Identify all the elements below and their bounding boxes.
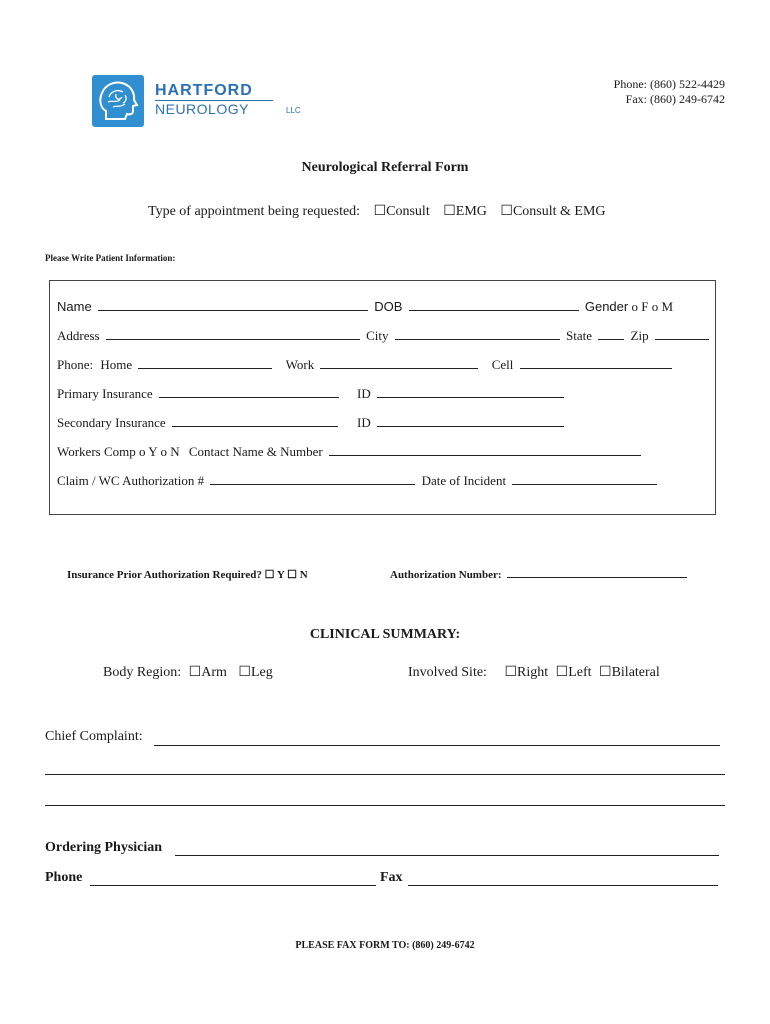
dob-field[interactable] [409, 299, 579, 311]
primary-id-row [357, 386, 564, 402]
prior-auth-no[interactable]: ☐ N [287, 569, 308, 581]
physician-phone-field[interactable] [90, 885, 376, 886]
secondary-id-row [357, 415, 564, 431]
logo-wordmark-line2: NEUROLOGY [155, 101, 249, 117]
city-label: City [366, 328, 389, 343]
chief-complaint-line-1[interactable] [154, 745, 720, 746]
header-phone: Phone: (860) 522-4429 [613, 77, 725, 91]
checkbox-consult[interactable]: ☐Consult [373, 204, 430, 219]
chief-complaint-line-2[interactable] [45, 774, 725, 775]
appointment-type-label: Type of appointment being requested: [148, 204, 361, 219]
physician-fax-field[interactable] [408, 885, 718, 886]
cell-label: Cell [491, 357, 514, 372]
incident-date-field[interactable] [512, 473, 657, 485]
primary-id-field[interactable] [377, 386, 564, 398]
ordering-physician-label: Ordering Physician [45, 840, 163, 855]
chief-complaint-line-3[interactable] [45, 805, 725, 806]
work-label: Work [285, 357, 315, 372]
claim-row [57, 473, 657, 489]
logo-wordmark-line1: HARTFORD [155, 82, 253, 99]
contact-field[interactable] [329, 444, 641, 456]
address-field[interactable] [106, 328, 360, 340]
city-field[interactable] [395, 328, 560, 340]
gender-label: Gender [584, 299, 629, 314]
workers-comp-label: Workers Comp [57, 444, 136, 459]
prior-auth-row [67, 568, 308, 581]
auth-number-label: Authorization Number: [390, 569, 502, 581]
workers-comp-no[interactable]: o N [160, 444, 180, 459]
secondary-insurance-row [57, 415, 338, 431]
contact-label: Contact Name & Number [188, 444, 323, 459]
appointment-type-row [148, 203, 606, 220]
involved-site-label: Involved Site: [408, 665, 487, 680]
gender-option-f[interactable]: o F [631, 299, 649, 314]
fax-instructions: PLEASE FAX FORM TO: (860) 249-6742 [295, 940, 475, 951]
prior-auth-question: Insurance Prior Authorization Required? [67, 569, 262, 581]
zip-label: Zip [630, 328, 649, 343]
gender-option-m[interactable]: o M [651, 299, 674, 314]
body-region-row [103, 664, 273, 681]
chief-complaint-label: Chief Complaint: [45, 729, 143, 744]
checkbox-consult-emg[interactable]: ☐Consult & EMG [500, 204, 606, 219]
claim-label: Claim / WC Authorization # [57, 473, 205, 488]
involved-site-row [408, 664, 660, 681]
name-field[interactable] [98, 299, 368, 311]
logo-mark [92, 75, 144, 127]
zip-field[interactable] [655, 328, 709, 340]
cell-phone-field[interactable] [520, 357, 672, 369]
incident-label: Date of Incident [421, 473, 507, 488]
address-label: Address [57, 328, 100, 343]
state-label: State [566, 328, 593, 343]
primary-insurance-row [57, 386, 339, 402]
head-brain-icon [92, 75, 144, 127]
patient-info-heading: Please Write Patient Information: [45, 253, 176, 263]
primary-insurance-field[interactable] [159, 386, 339, 398]
checkbox-arm[interactable]: ☐Arm [188, 665, 227, 680]
name-row [57, 299, 673, 315]
secondary-insurance-field[interactable] [172, 415, 338, 427]
name-label: Name [57, 299, 92, 314]
secondary-id-label: ID [357, 415, 371, 430]
claim-field[interactable] [210, 473, 415, 485]
checkbox-bilateral[interactable]: ☐Bilateral [599, 665, 660, 680]
auth-number-row [390, 568, 687, 581]
primary-insurance-label: Primary Insurance [57, 386, 153, 401]
state-field[interactable] [598, 328, 624, 340]
auth-number-field[interactable] [507, 568, 687, 578]
phone-label: Phone: [57, 357, 94, 372]
logo-suffix: LLC [286, 106, 301, 115]
secondary-id-field[interactable] [377, 415, 564, 427]
body-region-label: Body Region: [103, 665, 182, 680]
work-phone-field[interactable] [320, 357, 478, 369]
physician-fax-label: Fax [380, 870, 403, 885]
checkbox-left[interactable]: ☐Left [555, 665, 592, 680]
clinical-summary-heading: CLINICAL SUMMARY: [309, 627, 461, 642]
checkbox-right[interactable]: ☐Right [504, 665, 549, 680]
secondary-insurance-label: Secondary Insurance [57, 415, 166, 430]
phone-row [57, 357, 672, 373]
address-row [57, 328, 709, 344]
ordering-physician-field[interactable] [175, 855, 719, 856]
physician-phone-label: Phone [45, 870, 83, 885]
prior-auth-yes[interactable]: ☐ Y [264, 569, 285, 581]
primary-id-label: ID [357, 386, 371, 401]
dob-label: DOB [374, 299, 403, 314]
checkbox-leg[interactable]: ☐Leg [238, 665, 273, 680]
checkbox-emg[interactable]: ☐EMG [443, 204, 487, 219]
workers-comp-row [57, 444, 641, 460]
header-fax: Fax: (860) 249-6742 [625, 92, 725, 106]
workers-comp-yes[interactable]: o Y [139, 444, 158, 459]
home-phone-field[interactable] [138, 357, 272, 369]
page-title: Neurological Referral Form [301, 160, 469, 175]
home-label: Home [100, 357, 133, 372]
